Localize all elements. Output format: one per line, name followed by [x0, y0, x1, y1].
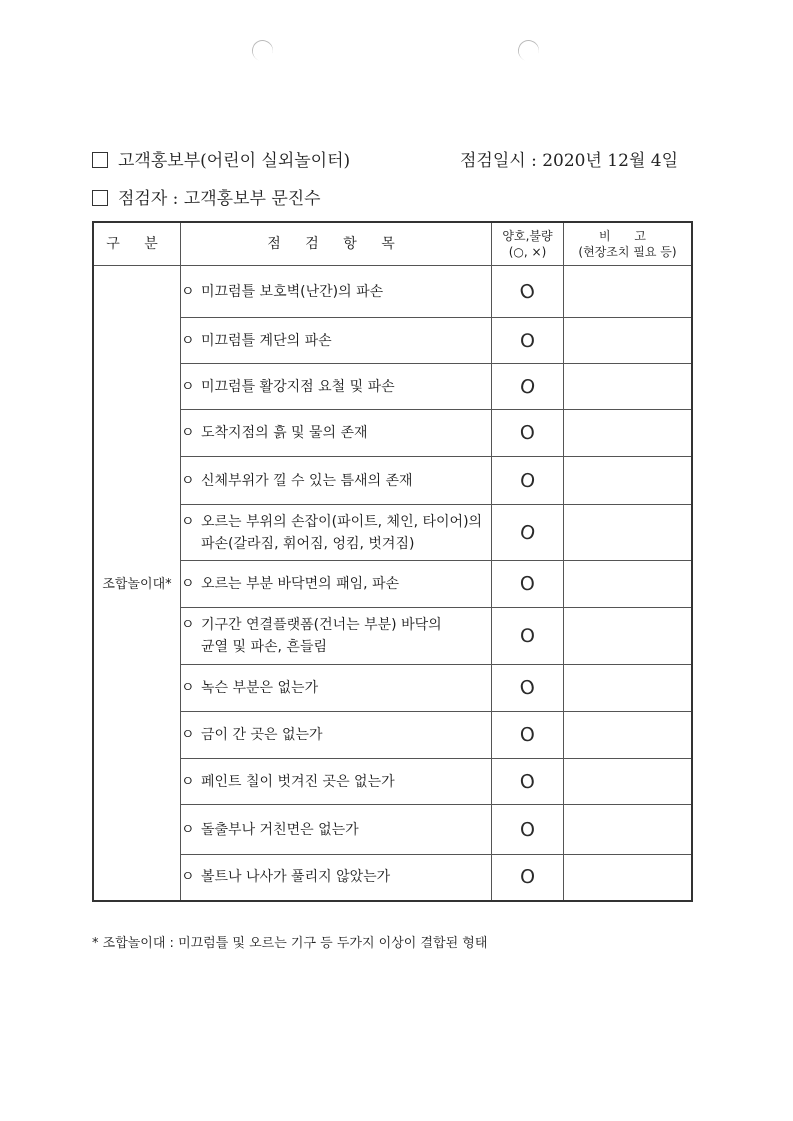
- result-cell: [492, 318, 564, 364]
- inspector-line: [92, 184, 321, 209]
- check-item: [181, 855, 492, 901]
- result-cell: [492, 805, 564, 855]
- table-row: [93, 561, 692, 608]
- table-row: [93, 318, 692, 364]
- note-cell: [564, 855, 693, 901]
- inspection-table: [92, 221, 693, 902]
- item-header: 점 검 항 목: [181, 222, 492, 266]
- handwritten-o-mark: O: [517, 374, 538, 399]
- bullet-icon: ㅇ: [181, 576, 195, 592]
- handwritten-o-mark: O: [518, 769, 537, 794]
- check-item-text-continued: 균열 및 파손, 흔들림: [201, 639, 327, 655]
- footnote: * 조합놀이대 : 미끄럼틀 및 오르는 기구 등 두가지 이상이 결합된 형태: [92, 936, 488, 951]
- result-cell: [492, 505, 564, 561]
- bullet-icon: ㅇ: [181, 727, 195, 743]
- inspection-date: 점검일시 : 2020년 12월 4일: [460, 151, 679, 171]
- bullet-icon: ㅇ: [181, 283, 195, 300]
- handwritten-o-mark: O: [516, 278, 539, 305]
- handwritten-o-mark: O: [520, 625, 535, 647]
- check-item-text: 페인트 칠이 벗겨진 곳은 없는가: [201, 773, 395, 790]
- bullet-icon: ㅇ: [181, 425, 195, 441]
- table-row: [93, 805, 692, 855]
- check-item-text: 기구간 연결플랫폼(건너는 부분) 바닥의: [201, 617, 442, 633]
- check-item: [181, 364, 492, 410]
- bullet-icon: ㅇ: [181, 869, 195, 886]
- check-item-text: 돌출부나 거친면은 없는가: [201, 821, 359, 838]
- table-row: [93, 759, 692, 805]
- bullet-icon: ㅇ: [181, 680, 195, 696]
- result-cell: [492, 759, 564, 805]
- table-row: [93, 665, 692, 712]
- bullet-icon: ㅇ: [181, 378, 195, 395]
- check-item: [181, 608, 492, 665]
- handwritten-o-mark: O: [518, 468, 537, 493]
- note-cell: [564, 561, 693, 608]
- check-item: [181, 318, 492, 364]
- table-row: [93, 410, 692, 457]
- result-cell: [492, 665, 564, 712]
- handwritten-o-mark: O: [519, 572, 536, 596]
- note-cell: [564, 608, 693, 665]
- check-item-text: 도착지점의 흙 및 물의 존재: [201, 425, 368, 441]
- checkbox-icon: [92, 152, 108, 168]
- table-row: [93, 608, 692, 665]
- check-item: [181, 505, 492, 561]
- note-cell: [564, 457, 693, 505]
- check-item-text: 금이 간 곳은 없는가: [201, 727, 323, 743]
- check-item-text: 미끄럼틀 보호벽(난간)의 파손: [201, 283, 384, 300]
- check-item: [181, 759, 492, 805]
- check-item-text: 오르는 부위의 손잡이(파이트, 체인, 타이어)의: [201, 513, 483, 530]
- check-item-text: 오르는 부분 바닥면의 패임, 파손: [201, 576, 400, 592]
- department-title: 고객홍보부(어린이 실외놀이터): [118, 151, 351, 171]
- category-cell: 조합놀이대*: [93, 266, 181, 901]
- note-cell: [564, 759, 693, 805]
- table-row: [93, 855, 692, 901]
- bullet-icon: ㅇ: [181, 513, 195, 530]
- handwritten-o-mark: O: [519, 865, 536, 889]
- check-item-text: 미끄럼틀 계단의 파손: [201, 332, 332, 349]
- note-header: 비 고 (현장조치 필요 등): [564, 222, 693, 266]
- table-row: [93, 712, 692, 759]
- result-cell: [492, 561, 564, 608]
- check-item: [181, 561, 492, 608]
- category-header: 구 분: [93, 222, 181, 266]
- bullet-icon: ㅇ: [181, 617, 195, 633]
- department-title-line: [92, 146, 350, 171]
- bullet-icon: ㅇ: [181, 332, 195, 349]
- note-cell: [564, 712, 693, 759]
- table-row: [93, 505, 692, 561]
- note-cell: [564, 505, 693, 561]
- check-item: [181, 665, 492, 712]
- result-cell: [492, 266, 564, 318]
- checkbox-icon: [92, 190, 108, 206]
- check-item: [181, 266, 492, 318]
- table-header-row: [93, 222, 692, 266]
- note-cell: [564, 266, 693, 318]
- result-cell: [492, 712, 564, 759]
- handwritten-o-mark: O: [518, 421, 537, 445]
- check-item: [181, 410, 492, 457]
- check-item-text: 녹슨 부분은 없는가: [201, 680, 319, 696]
- table-row: [93, 266, 692, 318]
- check-item-text-continued: 파손(갈라짐, 휘어짐, 엉킴, 벗겨짐): [201, 535, 415, 552]
- check-item: [181, 712, 492, 759]
- check-item-text: 신체부위가 낄 수 있는 틈새의 존재: [201, 472, 413, 489]
- result-cell: [492, 608, 564, 665]
- handwritten-o-mark: O: [519, 723, 536, 747]
- result-cell: [492, 457, 564, 505]
- handwritten-o-mark: O: [517, 520, 538, 545]
- handwritten-o-mark: O: [520, 329, 535, 352]
- table-row: [93, 364, 692, 410]
- handwritten-o-mark: O: [517, 675, 538, 701]
- handwritten-o-mark: O: [519, 818, 536, 841]
- result-cell: [492, 410, 564, 457]
- note-cell: [564, 805, 693, 855]
- bullet-icon: ㅇ: [181, 773, 195, 790]
- punch-hole-right: [515, 37, 542, 64]
- bullet-icon: ㅇ: [181, 472, 195, 489]
- table-row: [93, 457, 692, 505]
- inspector-name: 점검자 : 고객홍보부 문진수: [118, 189, 321, 209]
- note-cell: [564, 318, 693, 364]
- result-cell: [492, 855, 564, 901]
- note-cell: [564, 364, 693, 410]
- punch-hole-left: [249, 37, 276, 64]
- check-item-text: 볼트나 나사가 풀리지 않았는가: [201, 869, 391, 886]
- note-cell: [564, 410, 693, 457]
- check-item: [181, 457, 492, 505]
- result-cell: [492, 364, 564, 410]
- check-item: [181, 805, 492, 855]
- bullet-icon: ㅇ: [181, 821, 195, 838]
- check-item-text: 미끄럼틀 활강지점 요철 및 파손: [201, 378, 395, 395]
- result-header: 양호,불량 (○, ×): [492, 222, 564, 266]
- note-cell: [564, 665, 693, 712]
